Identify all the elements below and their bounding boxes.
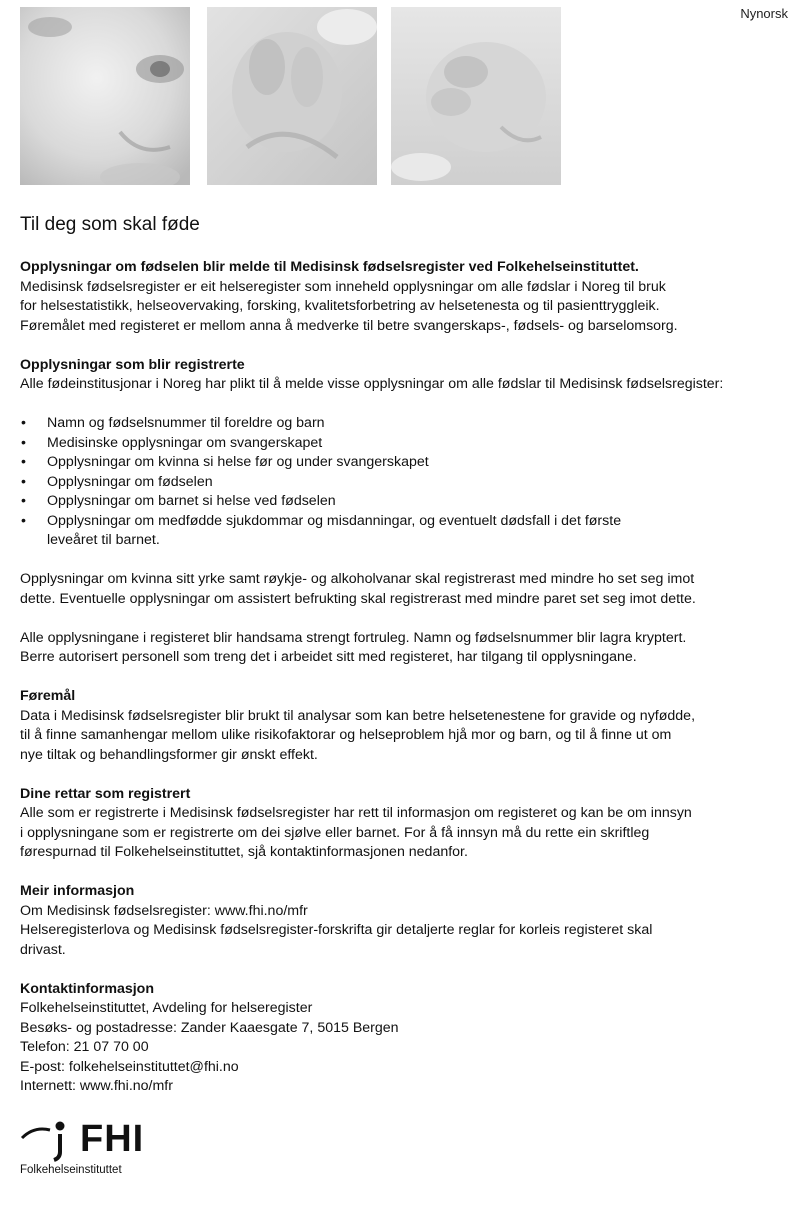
contact-website: Internett: www.fhi.no/mfr	[20, 1078, 173, 1094]
baby-hand-photo	[207, 7, 377, 185]
document-body	[20, 258, 785, 1097]
list-item: • Namn og fødselsnummer til foreldre og barn	[20, 414, 785, 434]
list-item: • Opplysningar om kvinna si helse før og under svangerskapet	[20, 453, 785, 473]
purpose-line: nye tiltak og behandlingsformer gir ønskt effekt.	[20, 746, 318, 763]
confidentiality-line: Berre autorisert personell som treng det i arbeidet sitt med registeret, har tilgang til opplysningane.	[20, 649, 637, 665]
intro-line: Føremålet med registeret er mellom anna å medverke til betre svangerskaps-, fødsels- og barselomsorg.	[20, 317, 678, 334]
more-info-line: Om Medisinsk fødselsregister: www.fhi.no/mfr	[20, 902, 308, 919]
bullet: •	[21, 512, 26, 529]
list-item: • Opplysningar om fødselen	[20, 473, 785, 493]
fhi-logo-subtitle: Folkehelseinstituttet	[20, 1164, 122, 1176]
contact-phone: Telefon: 21 07 70 00	[20, 1039, 149, 1055]
purpose-line: Data i Medisinsk fødselsregister blir brukt til analysar som kan betre helsetenestene for gravide og nyfødde,	[20, 707, 696, 724]
rights-heading: Dine rettar som registrert	[20, 785, 191, 802]
fhi-logo-mark-icon	[20, 1118, 76, 1162]
intro-line: Medisinsk fødselsregister er eit helseregister som inneheld opplysningar om alle fødslar i Noreg til bruk	[20, 278, 666, 295]
registered-list	[20, 414, 785, 551]
bullet: •	[21, 454, 26, 470]
bullet: •	[21, 415, 26, 431]
rights-line: Alle som er registrerte i Medisinsk fødselsregister har rett til informasjon om registeret og kan be om innsyn	[20, 805, 692, 821]
intro-line: for helsestatistikk, helseovervaking, forsking, kvalitetsforbetring av helsetenesta og til pasienttryggleik.	[20, 298, 660, 314]
contact-organisation: Folkehelseinstituttet, Avdeling for helseregister	[20, 1000, 313, 1016]
registered-para-line: Opplysningar om kvinna sitt yrke samt røykje- og alkoholvanar skal registrerast med mindre ho set seg imot	[20, 571, 695, 587]
rights-line: i opplysningane som er registrerte om dei sjølve eller barnet. For å få innsyn må du rette ein skriftleg	[20, 824, 650, 841]
fhi-logo-name: FHI	[80, 1118, 145, 1160]
list-item: • Opplysningar om barnet si helse ved fødselen	[20, 492, 785, 512]
language-label: Nynorsk	[740, 6, 788, 21]
page-title: Til deg som skal føde	[20, 214, 200, 235]
purpose-heading: Føremål	[20, 688, 76, 704]
list-item: • Opplysningar om medfødde sjukdommar og misdanningar, og eventuelt dødsfall i det første leveåret til barnet.	[21, 512, 622, 548]
contact-address: Besøks- og postadresse: Zander Kaaesgate 7, 5015 Bergen	[20, 1019, 399, 1036]
more-info-line: drivast.	[20, 941, 66, 958]
bullet: •	[21, 434, 26, 451]
rights-line: førespurnad til Folkehelseinstituttet, sjå kontaktinformasjonen nedanfor.	[20, 844, 468, 860]
more-info-line: Helseregisterlova og Medisinsk fødselsregister-forskrifta gir detaljerte reglar for korleis registeret skal	[20, 922, 653, 938]
contact-heading: Kontaktinformasjon	[20, 980, 154, 997]
bullet: •	[21, 493, 26, 509]
registered-heading: Opplysningar som blir registrerte	[20, 356, 245, 373]
confidentiality-line: Alle opplysningane i registeret blir handsama strengt fortruleg. Namn og fødselsnummer blir lagra kryptert.	[20, 629, 687, 646]
registered-lead: Alle fødeinstitusjonar i Noreg har plikt til å melde visse opplysningar om alle fødslar til Medisinsk fødselsregister:	[20, 376, 724, 392]
list-item: • Medisinske opplysningar om svangerskapet	[20, 434, 785, 454]
baby-face-photo	[20, 7, 190, 185]
registered-para-line: dette. Eventuelle opplysningar om assistert befrukting skal registrerast med mindre paret set seg imot dette.	[20, 590, 696, 607]
baby-fist-photo	[391, 7, 561, 185]
intro-heading: Opplysningar om fødselen blir melde til Medisinsk fødselsregister ved Folkehelseinstituttet.	[20, 259, 639, 275]
bullet: •	[21, 473, 26, 490]
fhi-logo	[20, 1118, 160, 1184]
more-info-heading: Meir informasjon	[20, 883, 135, 899]
contact-email: E-post: folkehelseinstituttet@fhi.no	[20, 1058, 239, 1075]
purpose-line: til å finne samanhengar mellom ulike risikofaktorar og helseproblem hjå mor og barn, og til å finne ut om	[20, 727, 672, 743]
